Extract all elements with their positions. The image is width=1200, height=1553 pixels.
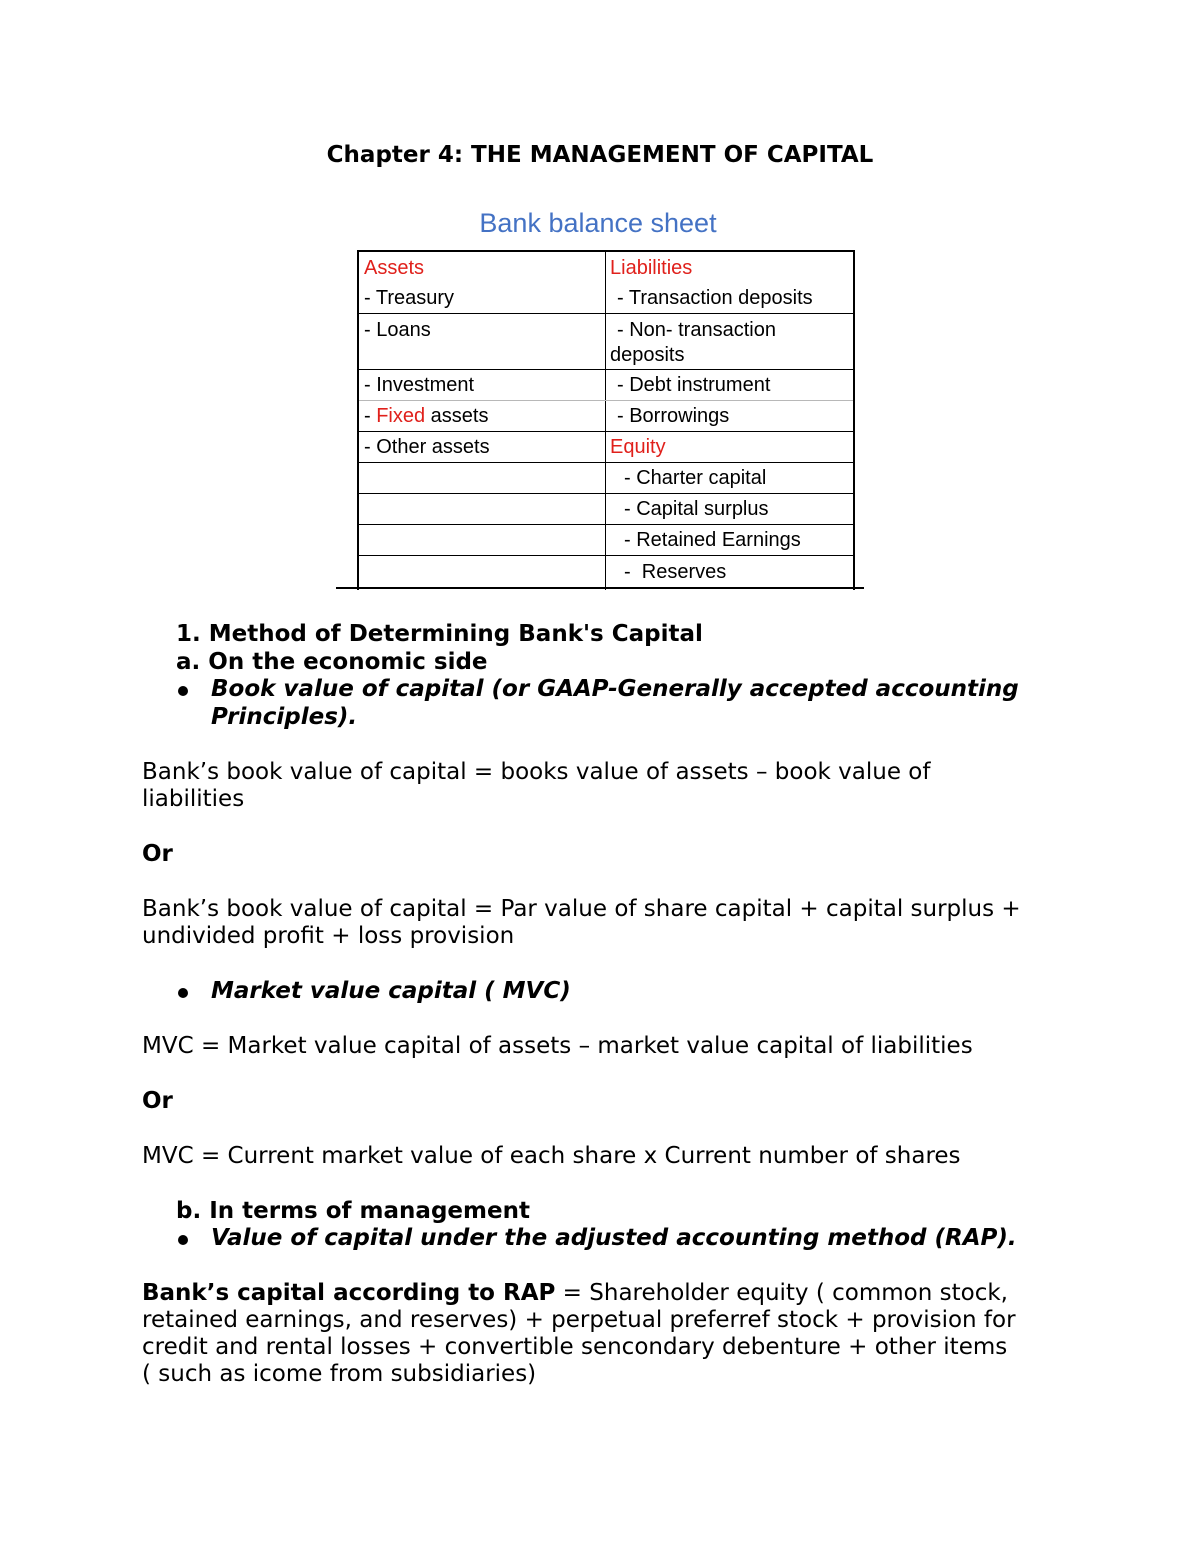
asset-loans: - Loans (364, 319, 431, 341)
column-divider (605, 252, 606, 590)
bullet-rap: Value of capital under the adjusted accounting method (RAP). (211, 1225, 1017, 1251)
formula-rap: Bank’s capital according to RAP = Shareholder equity ( common stock, (142, 1280, 1008, 1306)
section-a-heading: a. On the economic side (176, 649, 488, 675)
or-label: Or (142, 841, 173, 867)
bullet-icon (178, 686, 188, 696)
equity-charter-capital: - Charter capital (624, 467, 767, 489)
liability-non-transaction-cont: deposits (610, 344, 685, 366)
formula-book-value-2: Bank’s book value of capital = Par value of share capital + capital surplus + (142, 896, 1021, 922)
asset-fixed: - Fixed assets (364, 405, 489, 427)
row-divider (359, 524, 853, 525)
asset-other: - Other assets (364, 436, 490, 458)
row-divider (359, 431, 853, 432)
asset-investment: - Investment (364, 374, 475, 396)
row-divider (359, 369, 853, 370)
section-b-heading: b. In terms of management (176, 1198, 530, 1224)
formula-rap-cont: credit and rental losses + convertible sencondary debenture + other items (142, 1334, 1008, 1360)
row-divider (359, 493, 853, 494)
liabilities-header: Liabilities (610, 257, 693, 279)
equity-reserves: - Reserves (624, 561, 727, 583)
bullet-icon (178, 1235, 188, 1245)
bullet-book-value: Book value of capital (or GAAP-Generally accepted accounting (211, 676, 1019, 702)
bullet-mvc: Market value capital ( MVC) (211, 978, 571, 1004)
equity-retained-earnings: - Retained Earnings (624, 529, 801, 551)
liability-debt-instrument: - Debt instrument (617, 374, 771, 396)
formula-mvc-2: MVC = Current market value of each share x Current number of shares (142, 1143, 961, 1169)
equity-header: Equity (610, 436, 666, 458)
bullet-book-value-cont: Principles). (211, 704, 358, 730)
liability-non-transaction: - Non- transaction (617, 319, 776, 341)
page-title: Chapter 4: THE MANAGEMENT OF CAPITAL (326, 142, 874, 168)
table-baseline (336, 587, 864, 589)
formula-book-value-2-cont: undivided profit + loss provision (142, 923, 515, 949)
formula-rap-cont: ( such as icome from subsidiaries) (142, 1361, 537, 1387)
assets-header: Assets (364, 257, 425, 279)
formula-mvc-1: MVC = Market value capital of assets – market value capital of liabilities (142, 1033, 973, 1059)
formula-book-value-1-cont: liabilities (142, 786, 245, 812)
liability-transaction-deposits: - Transaction deposits (617, 287, 813, 309)
balance-sheet-table (357, 250, 855, 590)
row-divider (359, 555, 853, 556)
section-1-heading: 1. Method of Determining Bank's Capital (176, 621, 703, 647)
row-divider (359, 462, 853, 463)
formula-rap-cont: retained earnings, and reserves) + perpetual preferref stock + provision for (142, 1307, 1016, 1333)
formula-book-value-1: Bank’s book value of capital = books value of assets – book value of (142, 759, 931, 785)
row-divider (359, 313, 853, 314)
balance-sheet-title: Bank balance sheet (479, 208, 717, 238)
or-label: Or (142, 1088, 173, 1114)
liability-borrowings: - Borrowings (617, 405, 730, 427)
asset-treasury: - Treasury (364, 287, 455, 309)
bullet-icon (178, 988, 188, 998)
row-divider (359, 400, 853, 401)
equity-capital-surplus: - Capital surplus (624, 498, 769, 520)
